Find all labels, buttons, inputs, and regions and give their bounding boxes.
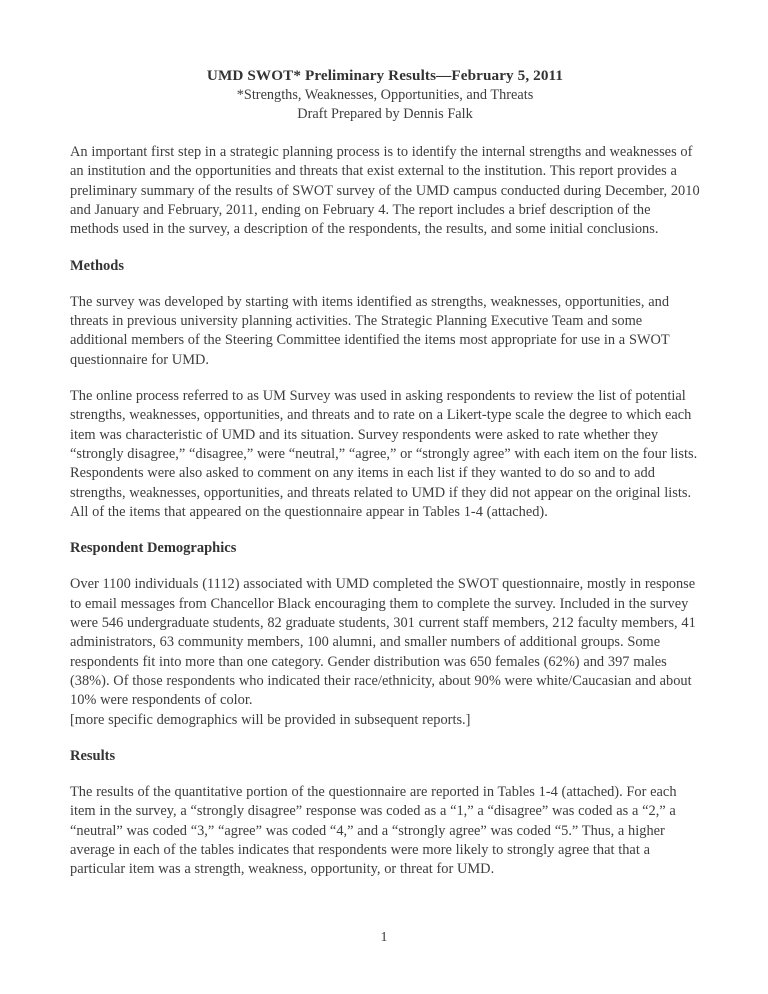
page-number: 1 [380, 930, 388, 945]
section-heading-methods: Methods [70, 257, 124, 274]
document-header [70, 66, 700, 124]
results-paragraph: The results of the quantitative portion of the questionnaire are reported in Tables 1-4 (attached). For each item in the survey, a “strongly disagree” response was coded as a “1,” a “disagree” was coded as a “2,” a “neutral” was coded “3,” “agree” was coded “4,” and a “strongly agree” was coded “5.” Thus, a higher average in each of the tables indicates that respondents were more likely to strongly agree that that a particular item was a strength, weakness, opportunity, or threat for UMD. [70, 784, 677, 878]
methods-paragraph-2: The online process referred to as UM Survey was used in asking respondents to review the list of potential strengths, weaknesses, opportunities, and threats and to rate on a Likert-type scale the degree to which each item was characteristic of UMD and its situation. Survey respondents were asked to rate whether they “strongly disagree,” “disagree,” were “neutral,” “agree,” or “strongly agree” with each item on the four lists. Respondents were also asked to comment on any items in each list if they wanted to do so and to add strengths, weaknesses, opportunities, and threats related to UMD if they did not appear on the original lists. All of the items that appeared on the questionnaire appear in Tables 1-4 (attached). [70, 388, 698, 520]
spacer [70, 558, 700, 575]
section-heading-results: Results [70, 747, 116, 764]
spacer [70, 124, 700, 143]
intro-paragraph: An important first step in a strategic planning process is to identify the internal strengths and weaknesses of an institution and the opportunities and threats that exist external to the institution. This report provides a preliminary summary of the results of SWOT survey of the UMD campus conducted during December, 2010 and January and February, 2011, ending on February 4. The report includes a brief description of the methods used in the survey, a description of the respondents, the results, and some initial conclusions. [70, 144, 700, 238]
demographics-note: [more specific demographics will be provided in subsequent reports.] [70, 711, 471, 728]
document-subtitle-line-2: Draft Prepared by Dennis Falk [297, 105, 473, 122]
spacer [70, 730, 700, 747]
spacer [70, 240, 700, 257]
spacer [70, 522, 700, 539]
spacer [70, 276, 700, 293]
spacer [70, 370, 700, 387]
spacer [70, 766, 700, 783]
demographics-paragraph: Over 1100 individuals (1112) associated with UMD completed the SWOT questionnaire, mostly in response to email messages from Chancellor Black encouraging them to complete the survey. Included in the survey were 546 undergraduate students, 82 graduate students, 301 current staff members, 212 faculty members, 41 administrators, 63 community members, 100 alumni, and smaller numbers of additional groups. Some respondents fit into more than one category. Gender distribution was 650 females (62%) and 397 males (38%). Of those respondents who indicated their race/ethnicity, about 90% were white/Caucasian and about 10% were respondents of color. [70, 576, 696, 709]
section-heading-respondent-demographics: Respondent Demographics [70, 540, 237, 557]
document-subtitle-line-1: *Strengths, Weaknesses, Opportunities, and Threats [236, 86, 534, 103]
document-title: UMD SWOT* Preliminary Results—February 5, 2011 [206, 67, 564, 84]
methods-paragraph-1: The survey was developed by starting with items identified as strengths, weaknesses, opportunities, and threats in previous university planning activities. The Strategic Planning Executive Team and some additional members of the Steering Committee identified the items most appropriate for use in a SWOT questionnaire for UMD. [70, 293, 670, 368]
